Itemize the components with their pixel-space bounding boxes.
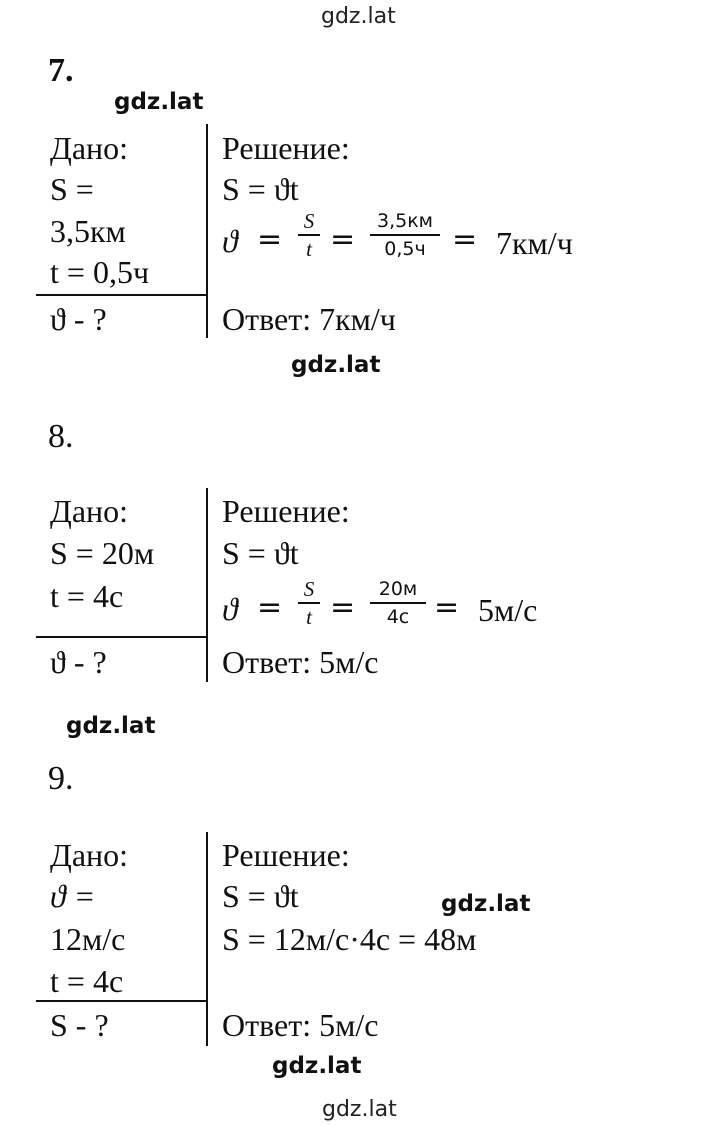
calc-result: 7км/ч xyxy=(496,225,573,261)
table-divider-vertical xyxy=(206,488,208,682)
answer-line: Ответ: 7км/ч xyxy=(222,301,396,337)
watermark-top: gdz.lat xyxy=(321,4,396,29)
calc-line: S = 12м/с·4с = 48м xyxy=(222,921,477,957)
given-line: t = 4с xyxy=(50,578,124,614)
calc-result: 5м/с xyxy=(478,592,538,628)
given-line: S = xyxy=(50,171,94,207)
given-line: t = 4с xyxy=(50,963,124,999)
table-divider-horizontal xyxy=(36,1000,206,1002)
calc-equals: = xyxy=(330,590,356,625)
problem-number: 8. xyxy=(48,418,74,455)
formula: S = ϑt xyxy=(222,535,299,571)
formula: S = ϑt xyxy=(222,171,299,207)
given-line: 3,5км xyxy=(50,213,126,249)
watermark-bottom: gdz.lat xyxy=(322,1097,397,1122)
table-divider-horizontal xyxy=(36,294,206,296)
formula: S = ϑt xyxy=(222,878,299,914)
given-line: 12м/с xyxy=(50,921,126,957)
watermark-p7-after: gdz.lat xyxy=(291,352,381,378)
calc-equals: = xyxy=(434,590,460,625)
watermark-p8-after: gdz.lat xyxy=(66,713,156,739)
table-divider-horizontal xyxy=(36,636,206,638)
fraction-values: 20м 4с xyxy=(370,577,426,629)
given-line: ϑ = xyxy=(50,878,96,914)
given-line: S = 20м xyxy=(50,535,155,571)
solution-label: Решение: xyxy=(222,837,350,873)
calc-lhs: ϑ xyxy=(222,223,238,259)
fraction-s-over-t: S t xyxy=(298,577,320,629)
watermark-p7: gdz.lat xyxy=(114,89,204,115)
calc-equals: = xyxy=(257,222,283,257)
given-label: Дано: xyxy=(50,837,129,873)
find-line: ϑ - ? xyxy=(50,301,107,337)
solution-label: Решение: xyxy=(222,493,350,529)
watermark-p9-mid: gdz.lat xyxy=(441,891,531,917)
problem-number: 7. xyxy=(48,52,74,89)
solution-label: Решение: xyxy=(222,130,350,166)
calc-equals: = xyxy=(257,590,283,625)
calc-equals: = xyxy=(452,222,478,257)
table-divider-vertical xyxy=(206,124,208,338)
given-label: Дано: xyxy=(50,493,129,529)
find-line: S - ? xyxy=(50,1007,109,1043)
given-line: t = 0,5ч xyxy=(50,254,150,290)
given-label: Дано: xyxy=(50,130,129,166)
fraction-s-over-t: S t xyxy=(298,209,320,261)
calc-lhs: ϑ xyxy=(222,591,238,627)
find-line: ϑ - ? xyxy=(50,644,107,680)
answer-line: Ответ: 5м/с xyxy=(222,644,379,680)
watermark-p9-after: gdz.lat xyxy=(272,1053,362,1079)
answer-line: Ответ: 5м/с xyxy=(222,1007,379,1043)
problem-number: 9. xyxy=(48,760,74,797)
fraction-values: 3,5км 0,5ч xyxy=(370,209,440,261)
calc-equals: = xyxy=(330,222,356,257)
table-divider-vertical xyxy=(206,832,208,1046)
